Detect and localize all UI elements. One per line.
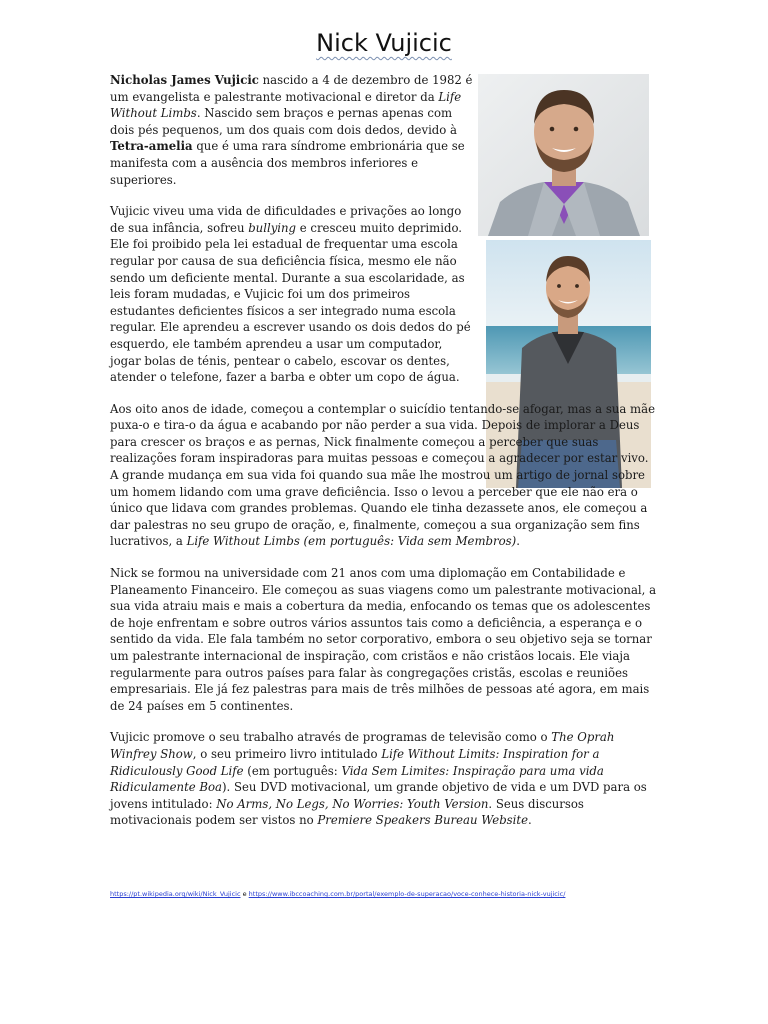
- p5-text-d: ). Seu DVD motivacional, um grande objetivo de vida e um DVD para os jovens intitulado:: [110, 780, 647, 811]
- paragraph-career: Nick se formou na universidade com 21 anos com uma diplomação em Contabilidade e Planeamento Financeiro. Ele começou as suas viagens como um palestrante motivacional, a sua vida atraiu mais e mais a cobertura da media, enfocando os temas que os adolescentes de hoje enfrentam e sobre outros vários assuntos tais como a deficiência, a esperança e o sentido da vida. Ele fala também no setor corporativo, embora o seu objetivo seja se tornar um palestrante internacional de inspiração, com cristãos e não cristãos locais. Ele viaja regularmente para outros países para falar às congregações cristãs, escolas e reuniões empresariais. Ele já fez palestras para mais de três milhões de pessoas até agora, em mais de 24 países em 5 continentes.: [110, 566, 657, 713]
- org-name: Life Without Limbs: [110, 89, 462, 121]
- p5-text-b: , o seu primeiro livro intitulado: [192, 746, 382, 761]
- paragraph-turning-point: [110, 401, 658, 550]
- p5-text-e: . Seus discursos motivacionais podem ser vistos no: [110, 796, 584, 828]
- source-separator: e: [240, 890, 249, 898]
- article-body: [110, 72, 658, 844]
- condition-name: Tetra-amelia: [110, 139, 193, 154]
- paragraph-childhood: [110, 203, 472, 386]
- p2-text-a: Vujicic viveu uma vida de dificuldades e privações ao longo de sua infância, sofreu: [110, 204, 462, 235]
- p3-text-a: Aos oito anos de idade, começou a contemplar o suicídio tentando-se afogar, mas a sua mãe puxa-o e tira-o da água e acabando por não perder a sua vida. Depois de implorar a Deus para crescer os braços e as pernas, Nick finalmente começou a perceber que suas realizações foram inspiradoras para muitas pessoas e começou a agradecer por estar vivo. A grande mudança em sua vida foi quando sua mãe lhe mostrou um artigo de jornal sobre um homem lidando com uma grave deficiência. Isso o levou a perceber que ele não era o único que lidava com grandes problemas. Quando ele tinha dezassete anos, ele começou a dar palestras no seu grupo de oração, e, finalmente, começou a sua organização sem fins lucrativos, a: [110, 401, 656, 549]
- page-title-text: Nick Vujicic: [316, 29, 452, 57]
- page-title: [0, 28, 768, 58]
- subject-name: Nicholas James Vujicic: [110, 73, 259, 87]
- p3-text-b: .: [516, 534, 520, 549]
- p1-text-a: nascido a 4 de dezembro de 1982 é um evangelista e palestrante motivacional e diretor da: [110, 73, 473, 104]
- image-float-gap: [478, 72, 658, 358]
- book-title: Life Without Limits: Inspiration for a Ridiculously Good Life: [110, 746, 600, 778]
- p1-text-c: que é uma rara síndrome embrionária que se manifesta com a ausência dos membros inferiores e superiores.: [110, 139, 465, 187]
- dvd-title: No Arms, No Legs, No Worries: Youth Version: [216, 796, 489, 811]
- tv-show-title: The Oprah Winfrey Show: [110, 730, 615, 761]
- book-title-pt: Vida Sem Limites: Inspiração para uma vida Ridiculamente Boa: [110, 763, 604, 795]
- p5-text-f: .: [528, 813, 532, 828]
- paragraph-media: [110, 729, 658, 829]
- source-link-ibccoaching[interactable]: https://www.ibccoaching.com.br/portal/exemplo-de-superacao/voce-conhece-historia-nick-vujicic/: [248, 890, 566, 898]
- org-name-translated: Life Without Limbs (em português: Vida sem Membros): [186, 534, 517, 549]
- p5-text-a: Vujicic promove o seu trabalho através de programas de televisão como o: [110, 730, 552, 745]
- source-links: [110, 890, 670, 898]
- p2-text-b: e cresceu muito deprimido. Ele foi proibido pela lei estadual de frequentar uma escola regular por causa de sua deficiência física, mesmo ele não sendo um deficiente mental. Durante a sua escolaridade, as leis foram mudadas, e Vujicic foi um dos primeiros estudantes deficientes físicos a ser integrado numa escola regular. Ele aprendeu a escrever usando os dois dedos do pé esquerdo, ele também aprendeu a usar um computador, jogar bolas de ténis, pentear o cabelo, escovar os dentes, atender o telefone, fazer a barba e obter um copo de água.: [110, 220, 471, 385]
- bullying-term: bullying: [248, 220, 297, 235]
- source-link-wikipedia[interactable]: https://pt.wikipedia.org/wiki/Nick_Vujicic: [110, 890, 241, 898]
- paragraph-intro: [110, 72, 478, 188]
- p1-text-b: . Nascido sem braços e pernas apenas com dois pés pequenos, um dos quais com dois dedos, devido à: [110, 106, 458, 137]
- p5-text-c: (em português:: [243, 763, 342, 778]
- website-name: Premiere Speakers Bureau Website: [317, 813, 529, 828]
